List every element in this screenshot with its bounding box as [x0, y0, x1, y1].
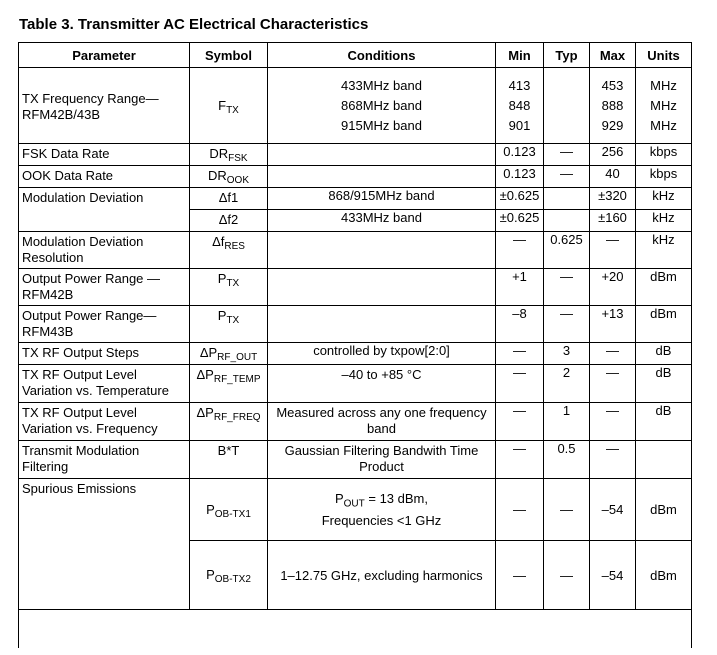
- table-row: [19, 441, 692, 479]
- typ-cell: 2: [544, 365, 590, 403]
- units-cell: dB: [636, 365, 692, 403]
- units-cell: dBm: [636, 541, 692, 610]
- conditions-cell: 868/915MHz band: [268, 188, 496, 210]
- param-cell: TX RF Output Steps: [19, 343, 190, 365]
- units-cell: dBm: [636, 479, 692, 541]
- max-cell: –54: [590, 479, 636, 541]
- table-title: Table 3. Transmitter AC Electrical Characteristics: [19, 16, 369, 33]
- param-cell: TX Frequency Range—RFM42B/43B: [19, 68, 190, 144]
- typ-cell: [544, 68, 590, 144]
- param-cell: FSK Data Rate: [19, 144, 190, 166]
- typ-cell: [544, 210, 590, 232]
- header-conditions: Conditions: [268, 43, 496, 68]
- conditions-cell: –40 to +85 °C: [268, 365, 496, 403]
- typ-cell: —: [544, 479, 590, 541]
- table-row: [19, 166, 692, 188]
- max-cell: —: [590, 403, 636, 441]
- typ-cell: —: [544, 269, 590, 306]
- units-cell: dBm: [636, 306, 692, 343]
- param-cell: Modulation Deviation Resolution: [19, 232, 190, 269]
- min-cell: —: [496, 343, 544, 365]
- max-cell: —: [590, 365, 636, 403]
- max-cell: —: [590, 441, 636, 479]
- symbol-cell: $P_{OB-TX1}$: [190, 479, 268, 541]
- min-cell: 0.123: [496, 144, 544, 166]
- table-row: [19, 306, 692, 343]
- symbol-cell: B*T: [190, 441, 268, 479]
- units-cell: kbps: [636, 144, 692, 166]
- table-row: [19, 232, 692, 269]
- conditions-cell: [268, 306, 496, 343]
- conditions-cell: [268, 269, 496, 306]
- typ-cell: 0.625: [544, 232, 590, 269]
- units-cell: dB: [636, 343, 692, 365]
- symbol-cell: $\Delta P_{RF\_TEMP}$: [190, 365, 268, 403]
- conditions-cell: Gaussian Filtering Bandwith Time Product: [268, 441, 496, 479]
- typ-cell: 0.5: [544, 441, 590, 479]
- symbol-cell: $F_{TX}$: [190, 68, 268, 144]
- table-row: [19, 343, 692, 365]
- table-row: [19, 403, 692, 441]
- units-cell: kHz: [636, 188, 692, 210]
- max-cell: 256: [590, 144, 636, 166]
- min-cell: —: [496, 403, 544, 441]
- min-cell: —: [496, 365, 544, 403]
- symbol-cell: Δf2: [190, 210, 268, 232]
- header-symbol: Symbol: [190, 43, 268, 68]
- typ-cell: —: [544, 306, 590, 343]
- param-cell: TX RF Output Level Variation vs. Frequency: [19, 403, 190, 441]
- typ-cell: [544, 188, 590, 210]
- conditions-cell: 1–12.75 GHz, excluding harmonics: [268, 541, 496, 610]
- symbol-cell: $DR_{FSK}$: [190, 144, 268, 166]
- param-cell: Output Power Range—RFM43B: [19, 306, 190, 343]
- max-cell: 453 888 929: [590, 68, 636, 144]
- symbol-cell: $DR_{OOK}$: [190, 166, 268, 188]
- symbol-cell: $P_{OB-TX2}$: [190, 541, 268, 610]
- conditions-cell: [268, 166, 496, 188]
- conditions-cell: 433MHz band: [268, 210, 496, 232]
- param-cell: Output Power Range —RFM42B: [19, 269, 190, 306]
- max-cell: ±320: [590, 188, 636, 210]
- symbol-cell: Δf1: [190, 188, 268, 210]
- conditions-cell: Measured across any one frequency band: [268, 403, 496, 441]
- min-cell: —: [496, 479, 544, 541]
- symbol-cell: $P_{TX}$: [190, 306, 268, 343]
- param-cell: Spurious Emissions: [19, 479, 190, 610]
- min-cell: +1: [496, 269, 544, 306]
- max-cell: –54: [590, 541, 636, 610]
- conditions-cell: 433MHz band 868MHz band 915MHz band: [268, 68, 496, 144]
- units-cell: [636, 441, 692, 479]
- max-cell: 40: [590, 166, 636, 188]
- symbol-cell: $\Delta P_{RF\_FREQ}$: [190, 403, 268, 441]
- header-min: Min: [496, 43, 544, 68]
- typ-cell: —: [544, 541, 590, 610]
- conditions-cell: [268, 232, 496, 269]
- min-cell: ±0.625: [496, 188, 544, 210]
- table-row: [19, 144, 692, 166]
- max-cell: —: [590, 232, 636, 269]
- min-cell: —: [496, 441, 544, 479]
- max-cell: —: [590, 343, 636, 365]
- header-units: Units: [636, 43, 692, 68]
- min-cell: 413 848 901: [496, 68, 544, 144]
- conditions-cell: controlled by txpow[2:0]: [268, 343, 496, 365]
- typ-cell: 3: [544, 343, 590, 365]
- typ-cell: —: [544, 166, 590, 188]
- header-typ: Typ: [544, 43, 590, 68]
- symbol-cell: $\Delta P_{RF\_OUT}$: [190, 343, 268, 365]
- param-cell: Modulation Deviation: [19, 188, 190, 232]
- header-parameter: Parameter: [19, 43, 190, 68]
- table-row: [19, 269, 692, 306]
- table-row: [19, 68, 692, 144]
- conditions-cell: $P_{OUT} = 13$ dBm, Frequencies <1 GHz: [268, 479, 496, 541]
- table-row-empty: [19, 610, 692, 649]
- header-row: [19, 43, 692, 68]
- param-cell: Transmit Modulation Filtering: [19, 441, 190, 479]
- max-cell: ±160: [590, 210, 636, 232]
- param-cell: OOK Data Rate: [19, 166, 190, 188]
- min-cell: 0.123: [496, 166, 544, 188]
- characteristics-table: [18, 42, 692, 648]
- units-cell: dB: [636, 403, 692, 441]
- min-cell: —: [496, 541, 544, 610]
- min-cell: ±0.625: [496, 210, 544, 232]
- max-cell: +20: [590, 269, 636, 306]
- symbol-cell: $P_{TX}$: [190, 269, 268, 306]
- symbol-cell: $\Delta f_{RES}$: [190, 232, 268, 269]
- conditions-cell: [268, 144, 496, 166]
- table-row: [19, 188, 692, 210]
- table-row: [19, 479, 692, 541]
- units-cell: kbps: [636, 166, 692, 188]
- header-max: Max: [590, 43, 636, 68]
- units-cell: kHz: [636, 210, 692, 232]
- min-cell: —: [496, 232, 544, 269]
- param-cell: TX RF Output Level Variation vs. Temperature: [19, 365, 190, 403]
- table-row: [19, 365, 692, 403]
- units-cell: kHz: [636, 232, 692, 269]
- units-cell: dBm: [636, 269, 692, 306]
- typ-cell: 1: [544, 403, 590, 441]
- min-cell: –8: [496, 306, 544, 343]
- units-cell: MHz MHz MHz: [636, 68, 692, 144]
- max-cell: +13: [590, 306, 636, 343]
- typ-cell: —: [544, 144, 590, 166]
